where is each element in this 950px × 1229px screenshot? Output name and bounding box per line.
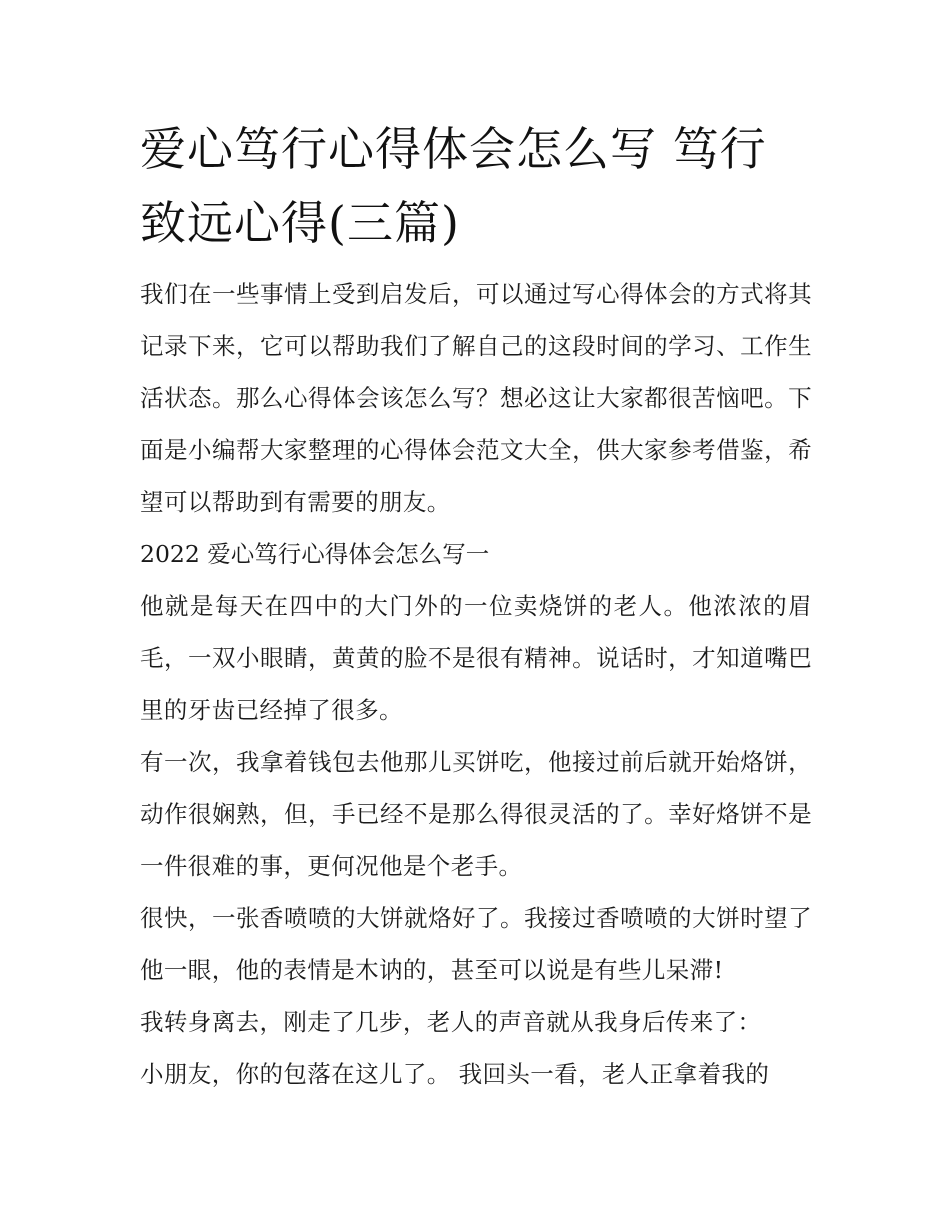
body-paragraph: 小朋友，你的包落在这儿了。 我回头一看，老人正拿着我的	[140, 1060, 770, 1088]
intro-paragraph: 我们在一些事情上受到启发后，可以通过写心得体会的方式将其记录下来，它可以帮助我们了解自己的这段时间的学习、工作生活状态。那么心得体会该怎么写？想必这让大家都很苦恼吧。下面是小编帮大家整理的心得体会范文大全，供大家参考借鉴，希望可以帮助到有需要的朋友。	[140, 280, 812, 516]
document-title: 爱心笃行心得体会怎么写 笃行致远心得(三篇)	[140, 122, 767, 250]
body-paragraph: 他就是每天在四中的大门外的一位卖烧饼的老人。他浓浓的眉毛，一双小眼睛，黄黄的脸不是很有精神。说话时，才知道嘴巴里的牙齿已经掉了很多。	[140, 592, 812, 724]
body-paragraph: 有一次，我拿着钱包去他那儿买饼吃，他接过前后就开始烙饼，动作很娴熟，但，手已经不是那么得很灵活的了。幸好烙饼不是一件很难的事，更何况他是个老手。	[140, 748, 812, 880]
document-body	[140, 112, 812, 1100]
body-paragraph: 我转身离去，刚走了几步，老人的声音就从我身后传来了：	[140, 1008, 762, 1036]
body-paragraph: 很快，一张香喷喷的大饼就烙好了。我接过香喷喷的大饼时望了他一眼，他的表情是木讷的，甚至可以说是有些儿呆滞!	[140, 904, 812, 984]
section-heading: 2022 爱心笃行心得体会怎么写一	[140, 540, 490, 568]
